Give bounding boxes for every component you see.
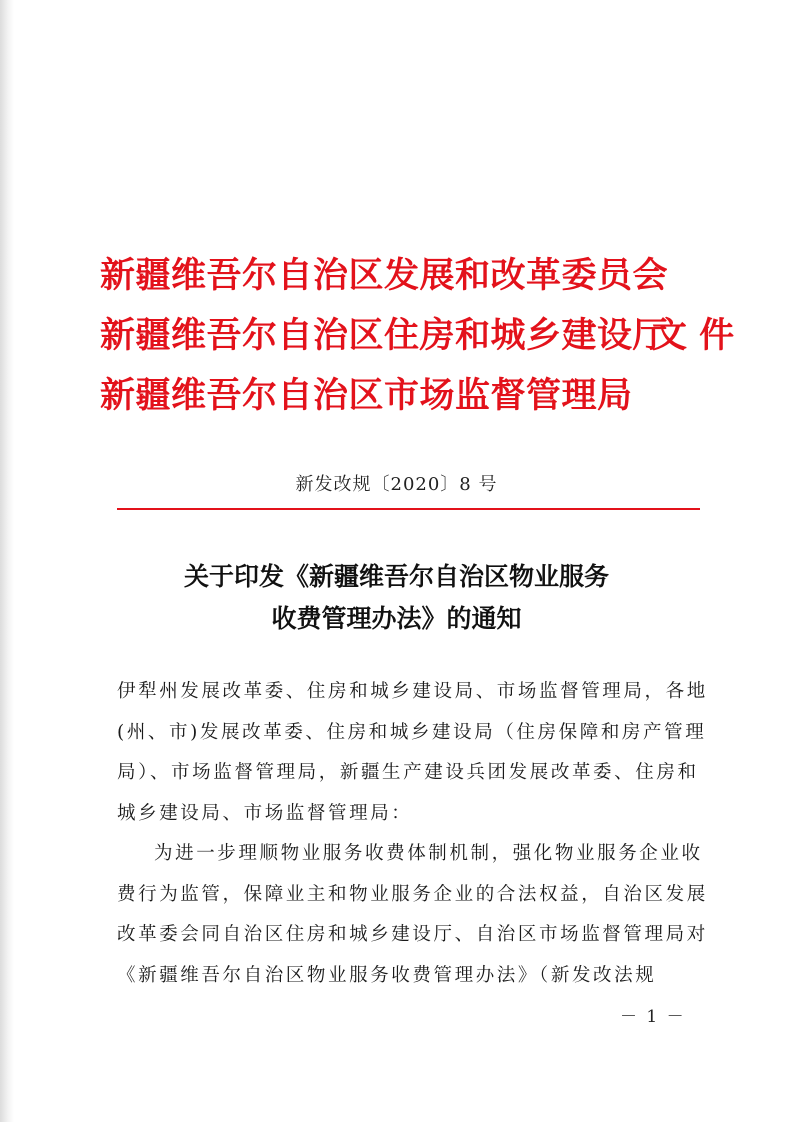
red-divider-line: [117, 508, 700, 510]
title-line-2: 收费管理办法》的通知: [271, 604, 522, 633]
document-title: [0, 556, 793, 640]
addressee-line: 城乡建设局、市场监督管理局：: [117, 802, 413, 824]
addressee-line: 局）、市场监督管理局，新疆生产建设兵团发展改革委、住房和: [117, 762, 699, 783]
agency-name-1: 新疆维吾尔自治区发展和改革委员会: [100, 256, 669, 296]
addressee-line: (州、市)发展改革委、住房和城乡建设局（住房保障和房产管理: [117, 721, 707, 743]
addressee-line: 伊犁州发展改革委、住房和城乡建设局、市场监督管理局，各地: [117, 681, 708, 702]
page-number: － 1 －: [620, 1007, 686, 1027]
document-label: 文 件: [652, 316, 735, 356]
title-line-1: 关于印发《新疆维吾尔自治区物业服务: [183, 562, 609, 591]
paragraph-line: 改革委会同自治区住房和城乡建设厅、自治区市场监督管理局对: [117, 924, 708, 945]
body-paragraph: [117, 834, 708, 996]
paragraph-line: 为进一步理顺物业服务收费体制机制，强化物业服务企业收: [154, 843, 703, 864]
paragraph-line: 费行为监管，保障业主和物业服务企业的合法权益，自治区发展: [117, 883, 708, 905]
issuing-agencies: [100, 248, 740, 428]
addressee-block: [117, 672, 708, 834]
agency-name-2: 新疆维吾尔自治区住房和城乡建设厅: [100, 316, 669, 356]
paragraph-line: 《新疆维吾尔自治区物业服务收费管理办法》（新发改法规: [117, 964, 657, 986]
agency-name-3: 新疆维吾尔自治区市场监督管理局: [100, 376, 633, 416]
document-number: 新发改规〔2020〕8 号: [295, 474, 498, 495]
